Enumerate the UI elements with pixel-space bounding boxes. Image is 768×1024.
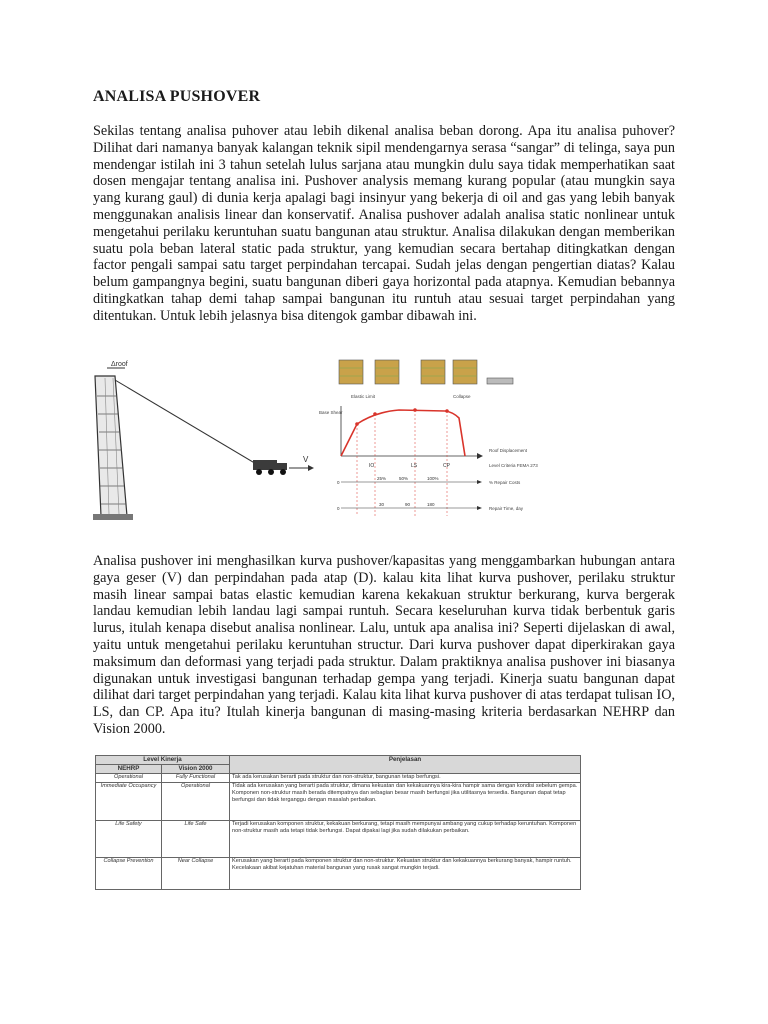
truck bbox=[253, 460, 287, 475]
base-shear-label: Base Shear bbox=[319, 410, 343, 415]
repair-cost-100: 100% bbox=[427, 476, 439, 481]
repair-cost-0: 0 bbox=[337, 480, 340, 485]
roof-label: Δroof bbox=[111, 361, 128, 368]
cp-label: CP bbox=[443, 463, 450, 469]
paragraph-intro: Sekilas tentang analisa puhover atau lebih dikenal analisa beban dorong. Apa itu analisa puhover? Dilihat dari namanya banyak kalangan teknik sipil mendengarnya serasa “sangar” di telinga, saya pun mendengar istilah ini 3 tahun setelah lulus sarjana atau mungkin dulu saya tidak memperhatikan saat dosen mengajar tentang analisa ini. Pushover analysis memang kurang popular (atau mungkin saya yang kurang gaul) di dunia kerja apalagi bagi insinyur yang bekerja di oil and gas yang lebih banyak menggunakan analisis linear dan konservatif. Analisa pushover adalah analisa static nonlinear untuk mengetahui perilaku keruntuhan suatu bangunan atau struktur. Analisa dilakukan dengan memberikan suatu pola beban lateral static pada struktur, yang kemudian secara bertahap ditingkatkan dengan factor pengali sampai satu target perpindahan tercapai. Sudah jelas dengan pengertian diatas? Kalau belum gampangnya begini, suatu bangunan diberi gaya horizontal pada atapnya. Kemudian bebannya ditingkatkan tahap demi tahap sampai bangunan itu runtuh atau sesuai target perpindahan yang ditentukan. Untuk lebih jelasnya bisa ditengok gambar dibawah ini. bbox=[93, 123, 675, 324]
cell-vision: Life Safe bbox=[162, 821, 230, 858]
io-label: IO bbox=[369, 463, 375, 469]
repair-cost-label: % Repair Costs bbox=[489, 480, 521, 485]
performance-level-table bbox=[95, 755, 580, 907]
pushover-curve-diagram bbox=[319, 356, 581, 526]
table-row bbox=[96, 821, 581, 858]
building-cp bbox=[453, 360, 477, 384]
level-criteria-label: Level Criteria FEMA 273 bbox=[489, 463, 538, 468]
repair-cost-50: 50% bbox=[399, 476, 409, 481]
repair-time-label: Repair Time, day bbox=[489, 506, 524, 511]
pushover-curve bbox=[341, 410, 465, 456]
header-nehrp: NEHRP bbox=[96, 765, 162, 774]
roof-displacement-label: Roof Displacement bbox=[489, 448, 528, 453]
building-io bbox=[375, 360, 399, 384]
header-level: Level Kinerja bbox=[96, 756, 230, 765]
leaning-tower bbox=[93, 376, 133, 520]
cell-description: Terjadi kerusakan komponen struktur, kekakuan berkurang, tetapi masih mempunyai ambang yang cukup terhadap keruntuhan. Komponen non-struktur masih ada tetapi tidak berfungsi. Dapat dipakai lagi jika sudah dilakukan perbaikan. bbox=[230, 821, 581, 858]
pull-cable bbox=[115, 380, 263, 468]
ls-label: LS bbox=[411, 463, 418, 469]
cell-nehrp: Collapse Prevention bbox=[96, 858, 162, 890]
header-description: Penjelasan bbox=[230, 756, 581, 774]
document-title: ANALISA PUSHOVER bbox=[93, 88, 261, 105]
building-collapsed bbox=[487, 378, 513, 384]
cell-nehrp: Life Safety bbox=[96, 821, 162, 858]
force-label: V bbox=[303, 455, 309, 464]
cell-nehrp: Immediate Occupancy bbox=[96, 783, 162, 821]
repair-time-180: 180 bbox=[427, 502, 435, 507]
cell-description: Kerusakan yang berarti pada komponen struktur dan non-struktur. Kekuatan struktur dan kekakuannya berkurang banyak, hampir runtuh. Kecelakaan akibat kejatuhan material bangunan yang rusak sangat mungkin terjadi. bbox=[230, 858, 581, 890]
paragraph-explanation: Analisa pushover ini menghasilkan kurva pushover/kapasitas yang menggambarkan hubungan antara gaya geser (V) dan perpindahan pada atap (D). kalau kita lihat kurva pushover, perilaku struktur masih linear sampai batas elastic kemudian karena kekakuan struktur berkurang, kurva bergerak landau kemudian lebih landau lagi sampai runtuh. Secara keseluruhan kurva tidak berbentuk garis lurus, itulah kenapa disebut analisa nonlinear. Lalu, untuk apa analisa ini? Seperti dijelaskan di awal, yaitu untuk mengetahui perilaku keruntuhan structur. Dari kurva pushover dapat diperkirakan gaya maksimum dan deformasi yang terjadi pada struktur. Dalam praktiknya analisa pushover ini biasanya digunakan untuk investigasi bangunan terhadap gempa yang terjadi. Kinerja suatu bangunan dapat dilihat dari target perpindahan yang terjadi. Kalau kita lihat kurva pushover di atas terdapat tulisan IO, LS, dan CP. Apa itu? Itulah kinerja bangunan di masing-masing kriteria berdasarkan NEHRP dan Vision 2000. bbox=[93, 553, 675, 737]
cell-description: Tidak ada kerusakan yang berarti pada struktur, dimana kekuatan dan kekakuannya kira-kira hampir sama dengan kondisi sebelum gempa. Komponen non-struktur masih berada ditempatnya dan sebagian besar masih berfungsi jika utilitasnya tersedia. Bangunan dapat tetap berfungsi dan tidak terganggu dengan masalah perbaikan. bbox=[230, 783, 581, 821]
header-vision: Vision 2000 bbox=[162, 765, 230, 774]
cell-vision: Fully Functional bbox=[162, 774, 230, 783]
repair-time-90: 90 bbox=[405, 502, 411, 507]
collapse-label: Collapse bbox=[453, 394, 471, 399]
repair-time-30: 30 bbox=[379, 502, 385, 507]
tower-illustration bbox=[93, 356, 318, 526]
cell-vision: Operational bbox=[162, 783, 230, 821]
repair-time-0: 0 bbox=[337, 506, 340, 511]
repair-cost-25: 25% bbox=[377, 476, 387, 481]
building-elastic bbox=[339, 360, 363, 384]
table-row bbox=[96, 783, 581, 821]
elastic-limit-label: Elastic Limit bbox=[351, 394, 376, 399]
cell-description: Tak ada kerusakan berarti pada struktur dan non-struktur, bangunan tetap berfungsi. bbox=[230, 774, 581, 783]
pushover-figure bbox=[93, 356, 583, 526]
table-row bbox=[96, 774, 581, 783]
cell-vision: Near Collapse bbox=[162, 858, 230, 890]
cell-nehrp: Operational bbox=[96, 774, 162, 783]
table-row bbox=[96, 858, 581, 890]
building-ls bbox=[421, 360, 445, 384]
